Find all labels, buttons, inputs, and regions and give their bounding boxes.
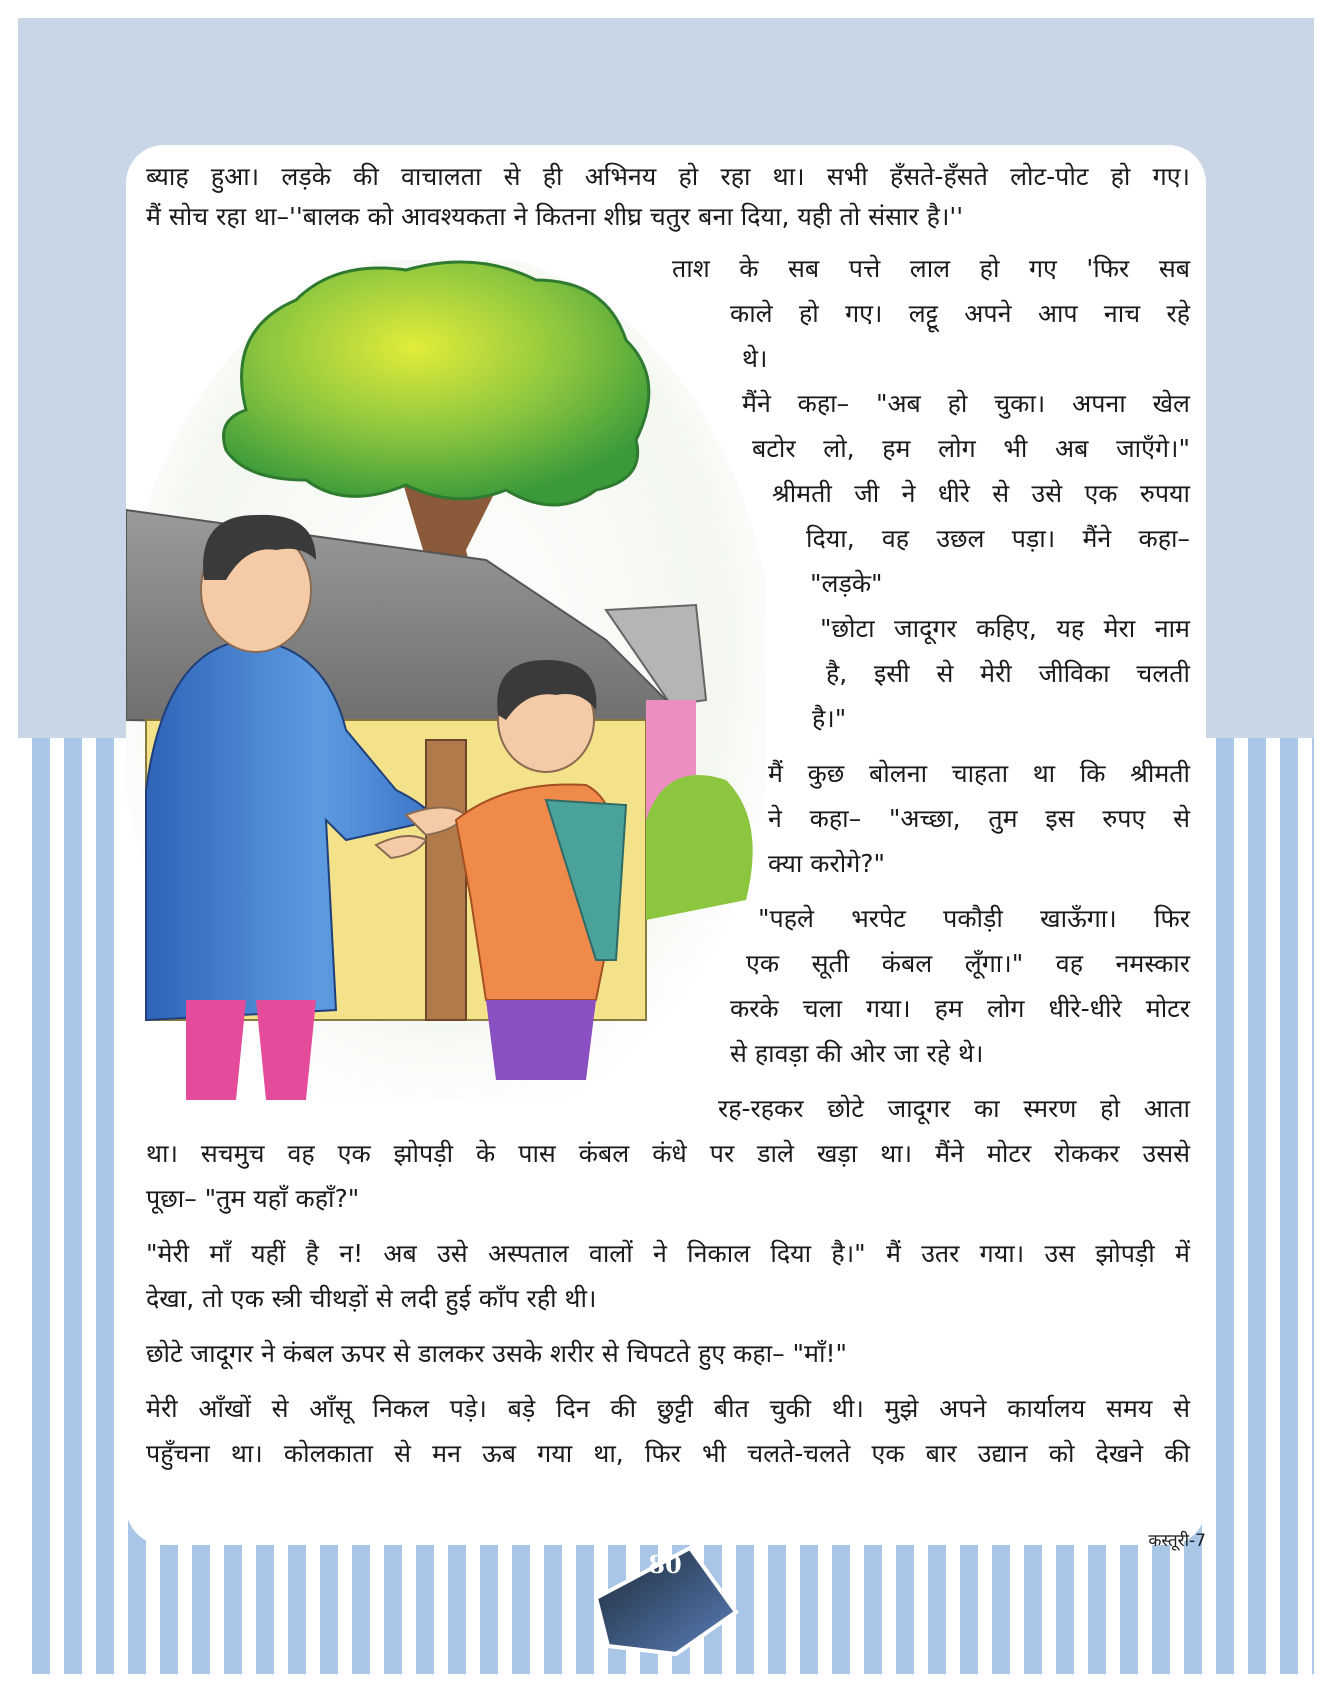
top-paragraph-line-1: ब्याह हुआ। लड़के की वाचालता से ही अभिनय हो रहा था। सभी हँसते-हँसते लोट-पोट हो गए।	[146, 162, 1190, 191]
side-text-line-12: मैं कुछ बोलना चाहता था कि श्रीमती	[768, 759, 1190, 788]
side-text-line-2: काले हो गए। लट्टू अपने आप नाच रहे	[730, 299, 1190, 328]
top-paragraph-line-2: मैं सोच रहा था–''बालक को आवश्यकता ने कितना शीघ्र चतुर बना दिया, यही तो संसार है।''	[146, 202, 964, 231]
bottom-text-line-5: छोटे जादूगर ने कंबल ऊपर से डालकर उसके शरीर से चिपटते हुए कहा– "माँ!"	[146, 1339, 848, 1368]
side-text-line-18: से हावड़ा की ओर जा रहे थे।	[730, 1039, 984, 1068]
side-text-line-8: "लड़के"	[810, 569, 883, 598]
page-number: 80	[648, 1550, 682, 1579]
side-text-line-1: ताश के सब पत्ते लाल हो गए 'फिर सब	[672, 254, 1190, 283]
side-text-line-6: श्रीमती जी ने धीरे से उसे एक रुपया	[772, 479, 1190, 508]
side-text-line-17: करके चला गया। हम लोग धीरे-धीरे मोटर	[730, 994, 1190, 1023]
side-text-line-16: एक सूती कंबल लूँगा।" वह नमस्कार	[746, 949, 1190, 978]
bottom-text-line-6: मेरी आँखों से आँसू निकल पड़े। बड़े दिन की छुट्टी बीत चुकी थी। मुझे अपने कार्यालय समय से	[146, 1394, 1190, 1423]
side-text-line-7: दिया, वह उछल पड़ा। मैंने कहा–	[806, 524, 1190, 553]
bottom-text-line-2: पूछा– "तुम यहाँ कहाँ?"	[146, 1184, 360, 1213]
bottom-text-line-7: पहुँचना था। कोलकाता से मन ऊब गया था, फिर भी चलते-चलते एक बार उद्यान को देखने की	[146, 1439, 1190, 1468]
side-text-line-19: रह-रहकर छोटे जादूगर का स्मरण हो आता	[718, 1094, 1190, 1123]
story-illustration-icon	[126, 260, 766, 1100]
side-text-line-15: "पहले भरपेट पकौड़ी खाऊँगा। फिर	[758, 904, 1190, 933]
side-text-line-10: है, इसी से मेरी जीविका चलती	[826, 659, 1190, 688]
side-text-line-13: ने कहा– "अच्छा, तुम इस रुपए से	[768, 804, 1190, 833]
book-name: कस्तूरी-7	[1148, 1531, 1206, 1551]
side-text-line-5: बटोर लो, हम लोग भी अब जाएँगे।"	[752, 434, 1190, 463]
side-text-line-4: मैंने कहा– "अब हो चुका। अपना खेल	[742, 389, 1190, 418]
bottom-text-line-1: था। सचमुच वह एक झोपड़ी के पास कंबल कंधे पर डाले खड़ा था। मैंने मोटर रोककर उससे	[146, 1139, 1190, 1168]
bottom-text-line-4: देखा, तो एक स्त्री चीथड़ों से लदी हुई काँप रही थी।	[146, 1284, 597, 1313]
side-text-line-3: थे।	[742, 344, 768, 373]
side-text-line-9: "छोटा जादूगर कहिए, यह मेरा नाम	[820, 614, 1190, 643]
side-text-line-14: क्या करोगे?"	[768, 849, 886, 878]
bottom-text-line-3: "मेरी माँ यहीं है न! अब उसे अस्पताल वालों ने निकाल दिया है।" मैं उतर गया। उस झोपड़ी में	[146, 1239, 1190, 1268]
side-text-line-11: है।"	[812, 704, 847, 733]
